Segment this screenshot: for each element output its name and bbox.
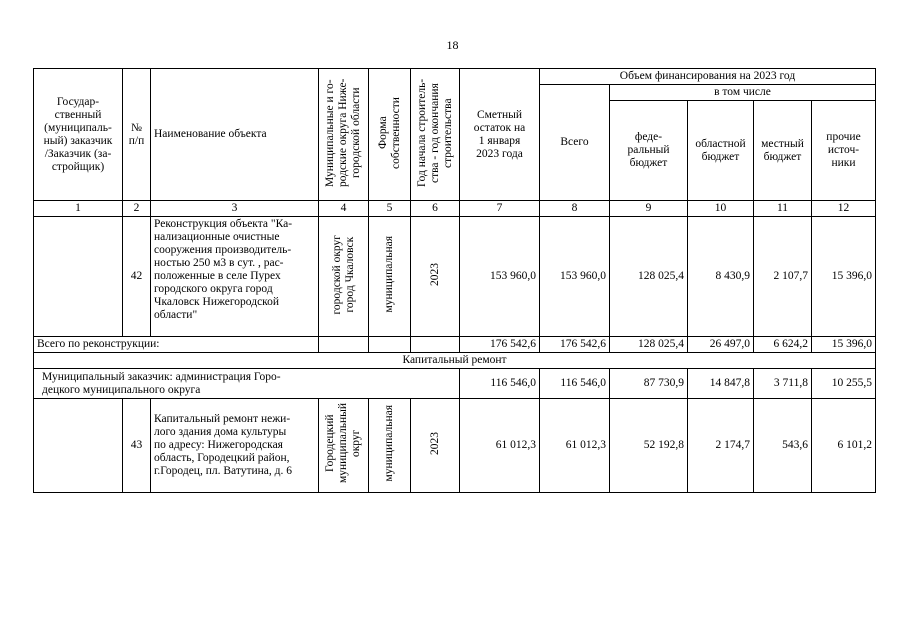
- header-object-name: Наименование объекта: [151, 69, 319, 201]
- table-row: [34, 217, 876, 337]
- empty-cell: [411, 337, 460, 353]
- section-title: Капитальный ремонт: [34, 353, 876, 369]
- row43-num: 43: [123, 399, 151, 493]
- header-funding: Объем финансирования на 2023 год: [540, 69, 876, 85]
- column-number-row: [34, 201, 876, 217]
- table-row: [34, 369, 876, 399]
- customer-row-label: Муниципальный заказчик: администрация Горо- децкого муниципального округа: [34, 369, 460, 399]
- row42-ownership: муниципальная: [369, 217, 411, 337]
- row42-estimate: 153 960,0: [460, 217, 540, 337]
- row43-year: 2023: [411, 399, 460, 493]
- col-number: 12: [812, 201, 876, 217]
- total-reconstruction-total: 176 542,6: [540, 337, 610, 353]
- customer-row-local: 3 711,8: [754, 369, 812, 399]
- row42-federal: 128 025,4: [610, 217, 688, 337]
- customer-row-other: 10 255,5: [812, 369, 876, 399]
- row43-local: 543,6: [754, 399, 812, 493]
- row43-regional: 2 174,7: [688, 399, 754, 493]
- customer-row-estimate: 116 546,0: [460, 369, 540, 399]
- customer-row-regional: 14 847,8: [688, 369, 754, 399]
- col-number: 7: [460, 201, 540, 217]
- row43-customer: [34, 399, 123, 493]
- customer-row-total: 116 546,0: [540, 369, 610, 399]
- total-reconstruction-other: 15 396,0: [812, 337, 876, 353]
- table-row: [34, 353, 876, 369]
- page-number: 18: [446, 38, 459, 52]
- total-reconstruction-local: 6 624,2: [754, 337, 812, 353]
- financing-table: [33, 68, 876, 493]
- header-federal: феде- ральный бюджет: [610, 101, 688, 201]
- row42-municipality: городской округ город Чкаловск: [319, 217, 369, 337]
- header-years: Год начала строитель- ства - год окончания строительства: [411, 69, 460, 201]
- row42-total: 153 960,0: [540, 217, 610, 337]
- table-row: [34, 337, 876, 353]
- col-number: 10: [688, 201, 754, 217]
- col-number: 1: [34, 201, 123, 217]
- row42-customer: [34, 217, 123, 337]
- header-other: прочие источ- ники: [812, 101, 876, 201]
- col-number: 9: [610, 201, 688, 217]
- row42-regional: 8 430,9: [688, 217, 754, 337]
- row43-name: Капитальный ремонт нежи- лого здания дома культуры по адресу: Нижегородская область, Городецкий район, г.Городец, пл. Ватутина, д. 6: [151, 399, 319, 493]
- col-number: 8: [540, 201, 610, 217]
- empty-cell: [369, 337, 411, 353]
- header-municipality: Муниципальные и го- родские округа Ниже- городской области: [319, 69, 369, 201]
- row42-other: 15 396,0: [812, 217, 876, 337]
- col-number: 2: [123, 201, 151, 217]
- total-reconstruction-estimate: 176 542,6: [460, 337, 540, 353]
- col-number: 11: [754, 201, 812, 217]
- header-local: местный бюджет: [754, 101, 812, 201]
- header-including: в том числе: [610, 85, 876, 101]
- row43-federal: 52 192,8: [610, 399, 688, 493]
- header-total: Всего: [540, 85, 610, 201]
- row42-num: 42: [123, 217, 151, 337]
- col-number: 4: [319, 201, 369, 217]
- row42-local: 2 107,7: [754, 217, 812, 337]
- col-number: 3: [151, 201, 319, 217]
- total-reconstruction-federal: 128 025,4: [610, 337, 688, 353]
- row42-name: Реконструкция объекта "Ка- нализационные очистные сооружения производитель- ностью 250 м3 в сут. , рас- положенные в селе Пурех городского округа город Чкаловск Нижегородской области": [151, 217, 319, 337]
- col-number: 5: [369, 201, 411, 217]
- row43-total: 61 012,3: [540, 399, 610, 493]
- header-customer: Государ- ственный (муниципаль- ный) заказчик /Заказчик (за- стройщик): [34, 69, 123, 201]
- total-reconstruction-label: Всего по реконструкции:: [34, 337, 319, 353]
- empty-cell: [319, 337, 369, 353]
- row43-other: 6 101,2: [812, 399, 876, 493]
- header-estimate: Сметный остаток на 1 января 2023 года: [460, 69, 540, 201]
- row43-estimate: 61 012,3: [460, 399, 540, 493]
- header-ownership: Форма собственности: [369, 69, 411, 201]
- total-reconstruction-regional: 26 497,0: [688, 337, 754, 353]
- row42-year: 2023: [411, 217, 460, 337]
- col-number: 6: [411, 201, 460, 217]
- row43-municipality: Городецкий муниципальный округ: [319, 399, 369, 493]
- row43-ownership: муниципальная: [369, 399, 411, 493]
- header-num: № п/п: [123, 69, 151, 201]
- customer-row-federal: 87 730,9: [610, 369, 688, 399]
- header-regional: областной бюджет: [688, 101, 754, 201]
- table-row: [34, 399, 876, 493]
